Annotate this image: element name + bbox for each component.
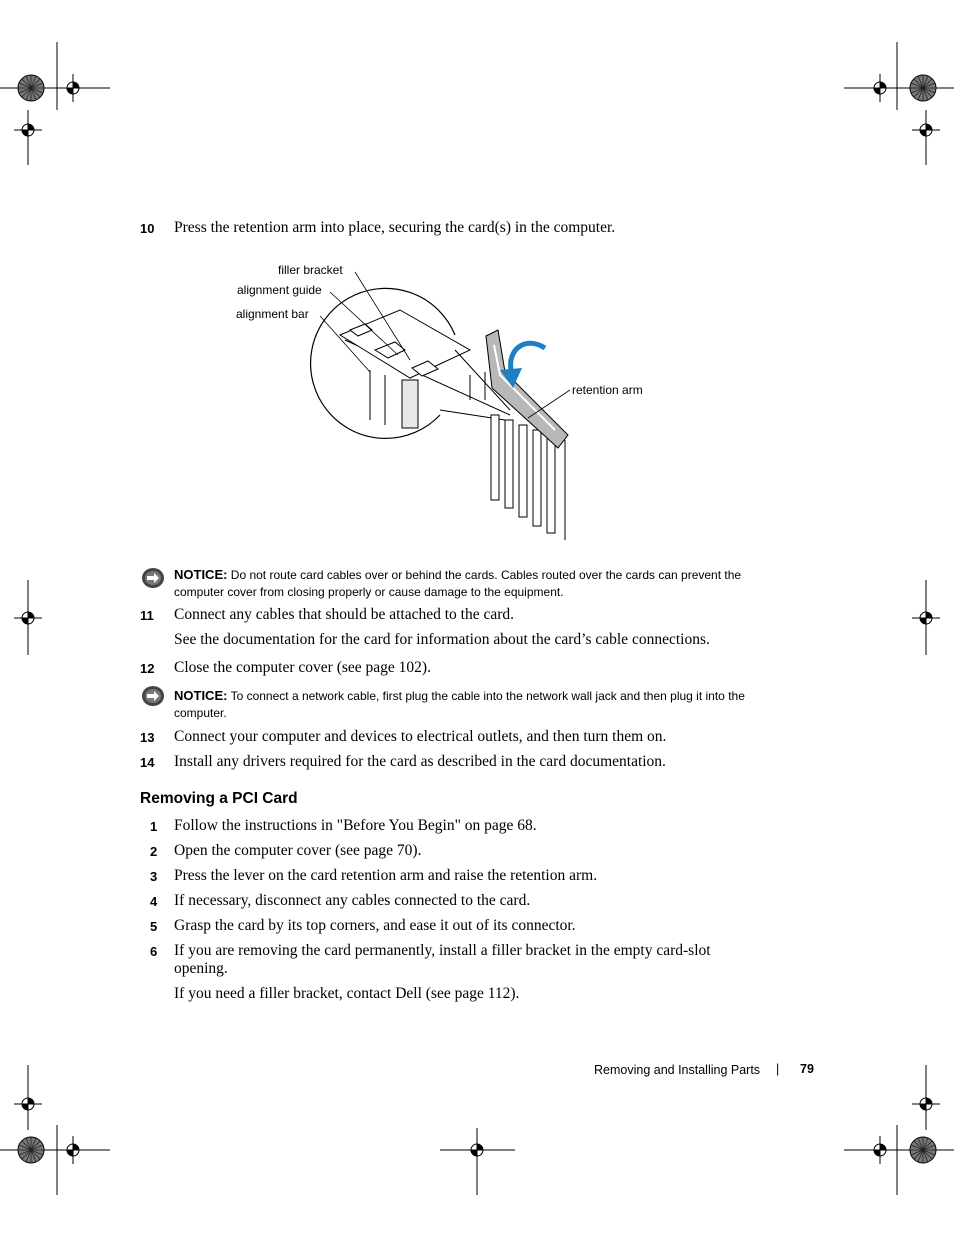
step-number: 11 (140, 608, 154, 623)
notice-text: To connect a network cable, first plug the cable into the network wall jack and then plug it into the computer. (174, 689, 745, 720)
step-text: Press the lever on the card retention arm and raise the retention arm. (174, 867, 598, 884)
notice-2 (174, 687, 774, 722)
step-number: 4 (150, 894, 158, 909)
label-alignment-guide: alignment guide (237, 283, 322, 297)
notice-text: Do not route card cables over or behind the cards. Cables routed over the cards can prevent the computer cover from closing properly or cause damage to the equipment. (174, 568, 742, 599)
step-number: 1 (150, 819, 158, 834)
step-subtext: See the documentation for the card for information about the card’s cable connections. (174, 631, 710, 648)
step-number: 14 (140, 755, 155, 770)
step-text: Install any drivers required for the card as described in the card documentation. (174, 753, 666, 770)
step-number: 3 (150, 869, 158, 884)
step-text: Grasp the card by its top corners, and ease it out of its connector. (174, 917, 576, 934)
section-heading: Removing a PCI Card (140, 790, 298, 807)
figure-drawing (230, 260, 670, 545)
step-text: Follow the instructions in "Before You Begin" on page 68. (174, 817, 537, 834)
step-text: Connect any cables that should be attached to the card. (174, 606, 515, 623)
notice-icon (141, 567, 165, 589)
notice-1 (174, 566, 774, 601)
footer-section-title: Removing and Installing Parts (594, 1063, 761, 1077)
step-number: 12 (140, 661, 155, 676)
step-number: 13 (140, 730, 155, 745)
step-text: If you are removing the card permanently, install a filler bracket in the empty card-slot opening. (174, 942, 711, 977)
step-text: Open the computer cover (see page 70). (174, 842, 422, 859)
page-number: 79 (800, 1062, 814, 1076)
step-subtext: If you need a filler bracket, contact Dell (see page 112). (174, 985, 520, 1002)
notice-label: NOTICE: (174, 688, 228, 703)
label-alignment-bar: alignment bar (236, 307, 309, 321)
step-number: 5 (150, 919, 158, 934)
footer-separator: | (776, 1062, 780, 1076)
retention-arm-figure (230, 260, 670, 545)
step-text: Close the computer cover (see page 102). (174, 659, 431, 676)
step-number: 10 (140, 221, 155, 236)
step-text: If necessary, disconnect any cables connected to the card. (174, 892, 531, 909)
step-number: 6 (150, 944, 158, 959)
label-retention-arm: retention arm (572, 383, 643, 397)
step-text: Connect your computer and devices to electrical outlets, and then turn them on. (174, 728, 667, 745)
notice-label: NOTICE: (174, 567, 228, 582)
notice-icon (141, 685, 165, 707)
step-text: Press the retention arm into place, securing the card(s) in the computer. (174, 219, 616, 236)
label-filler-bracket: filler bracket (278, 263, 343, 277)
step-number: 2 (150, 844, 158, 859)
